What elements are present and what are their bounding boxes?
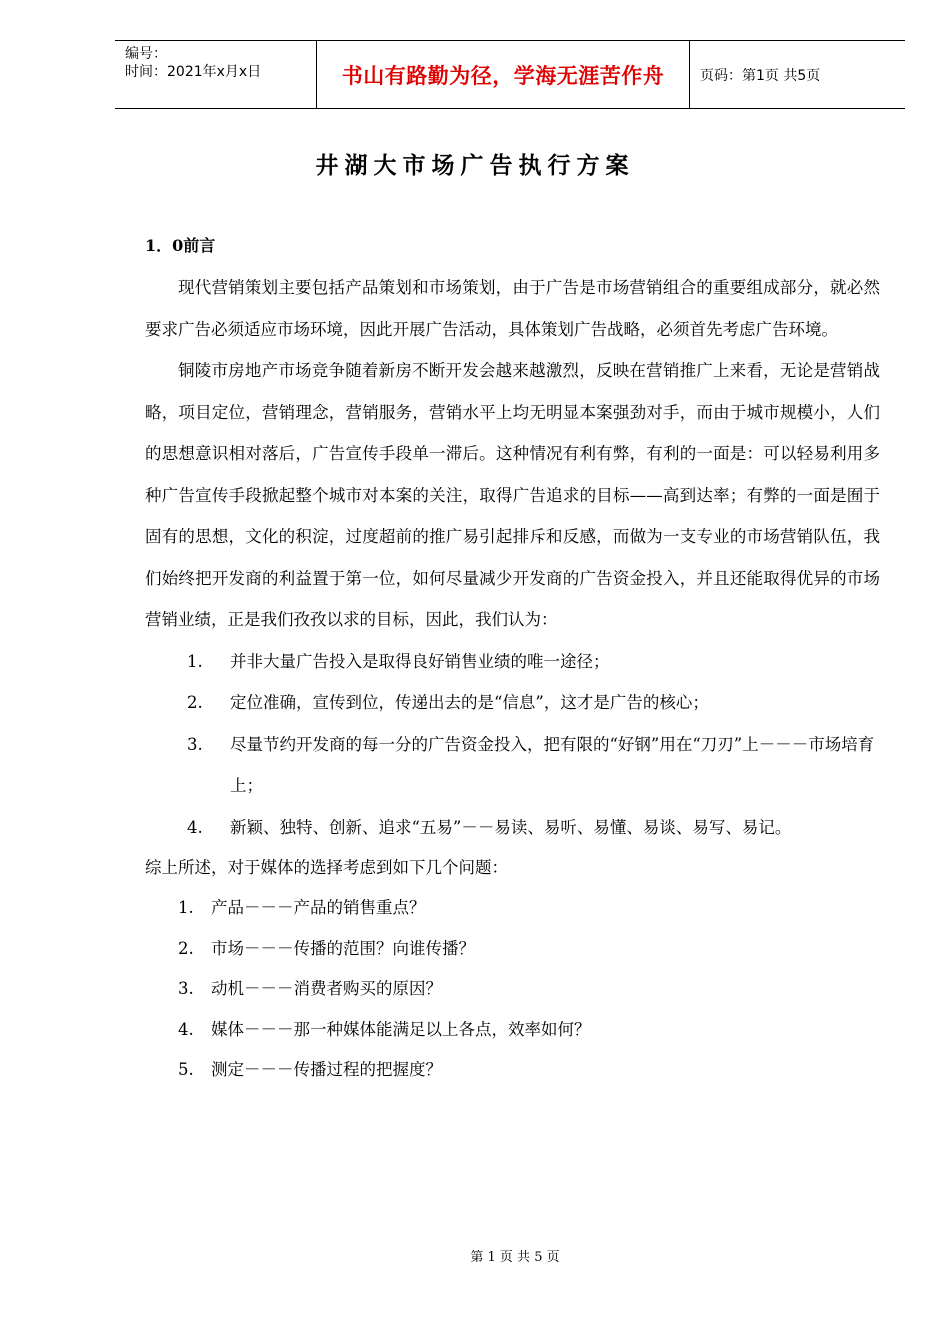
list-item-number: 1. [178, 898, 194, 917]
list-item-number: 5. [178, 1060, 194, 1079]
paragraph-market: 铜陵市房地产市场竞争随着新房不断开发会越来越激烈，反映在营销推广上来看，无论是营销战略，项目定位，营销理念，营销服务，营销水平上均无明显本案强劲对手，而由于城市规模小，人们的思想意识相对落后，广告宣传手段单一滞后。这种情况有利有弊，有利的一面是：可以轻易利用多种广告宣传手段掀起整个城市对本案的关注，取得广告追求的目标——高到达率；有弊的一面是囿于固有的思想，文化的积淀，过度超前的推广易引起排斥和反感，而做为一支专业的市场营销队伍，我们始终把开发商的利益置于第一位，如何尽量减少开发商的广告资金投入，并且还能取得优异的市场营销业绩，正是我们孜孜以求的目标，因此，我们认为： [145, 361, 880, 629]
list-item-number: 4. [187, 817, 203, 837]
list-item-text: 产品－－－产品的销售重点？ [211, 898, 426, 917]
list-item-number: 3. [187, 734, 203, 754]
list-item-number: 2. [187, 693, 203, 712]
list-item [145, 682, 880, 724]
list-item-text: 动机－－－消费者购买的原因？ [211, 979, 442, 998]
page-header [115, 40, 905, 109]
list-item-text: 定位准确，宣传到位，传递出去的是“信息”，这才是广告的核心； [230, 693, 709, 712]
list-item-number: 3. [178, 979, 194, 998]
document-time-label: 时间：2021年x月x日 [125, 64, 262, 80]
list-item [145, 888, 880, 929]
list-item [145, 929, 880, 970]
document-title: 井湖大市场广告执行方案 [315, 152, 635, 179]
list-item [145, 1050, 880, 1091]
list-item-text: 市场－－－传播的范围？向谁传播？ [211, 938, 475, 958]
list-item-text: 尽量节约开发商的每一分的广告资金投入，把有限的“好钢”用在“刀刃”上－－－市场培育上； [230, 734, 875, 795]
section-heading: 1．0前言 [145, 236, 216, 255]
list-item [145, 807, 880, 849]
page-footer: 第 1 页 共 5 页 [470, 1250, 560, 1265]
list-item [145, 1010, 880, 1051]
list-item-number: 1. [187, 651, 203, 671]
list-item-text: 测定－－－传播过程的把握度？ [211, 1060, 442, 1079]
header-meta [115, 41, 317, 108]
questions-list [145, 888, 880, 1091]
list-item-number: 4. [178, 1019, 194, 1039]
list-item-number: 2. [178, 938, 194, 958]
list-item [145, 969, 880, 1010]
list-item-text: 媒体－－－那一种媒体能满足以上各点，效率如何？ [211, 1019, 591, 1039]
paragraph-intro: 现代营销策划主要包括产品策划和市场策划，由于广告是市场营销组合的重要组成部分，就必然要求广告必须适应市场环境，因此开展广告活动，具体策划广告战略，必须首先考虑广告环境。 [145, 278, 880, 339]
header-motto: 书山有路勤为径，学海无涯苦作舟 [317, 41, 690, 108]
list-item-text: 新颖、独特、创新、追求“五易”－－易读、易听、易懂、易谈、易写、易记。 [230, 817, 792, 837]
document-number-label: 编号： [125, 46, 167, 62]
list-item [145, 724, 880, 807]
beliefs-list [145, 641, 880, 849]
document-body [145, 267, 880, 1091]
summary-line: 综上所述，对于媒体的选择考虑到如下几个问题： [145, 858, 508, 877]
header-page-label: 页码：第1页 共5页 [700, 67, 821, 84]
list-item [145, 641, 880, 683]
list-item-text: 并非大量广告投入是取得良好销售业绩的唯一途径； [230, 651, 610, 671]
